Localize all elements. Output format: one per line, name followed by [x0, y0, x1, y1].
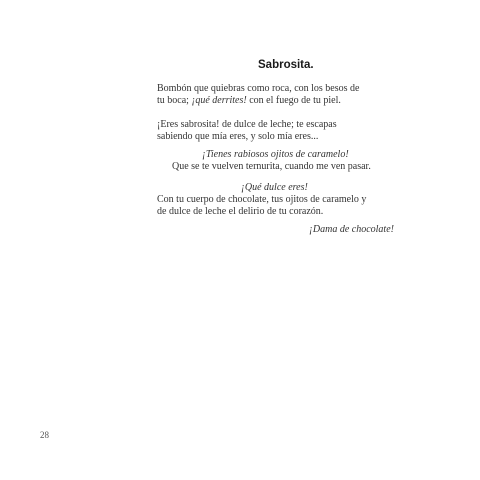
page-number: 28: [40, 430, 49, 440]
poem-closing: ¡Dama de chocolate!: [309, 224, 394, 235]
poem-line: Que se te vuelven ternurita, cuando me ven pasar.: [172, 161, 371, 172]
poem-line: sabiendo que mía eres, y solo mía eres...: [157, 131, 319, 142]
poem-title: Sabrosita.: [258, 59, 314, 71]
poem-line: [157, 95, 341, 107]
poem-line: Con tu cuerpo de chocolate, tus ojitos de caramelo y: [157, 194, 367, 205]
poem-line-italic: ¡qué derrites!: [191, 95, 247, 106]
poem-line: de dulce de leche el delirio de tu corazón.: [157, 206, 324, 217]
poem-line: Bombón que quiebras como roca, con los besos de: [157, 83, 360, 94]
poem-line: ¡Eres sabrosita! de dulce de leche; te escapas: [157, 119, 337, 130]
poem-line-italic: ¡Qué dulce eres!: [241, 182, 308, 193]
poem-line-text: con el fuego de tu piel.: [246, 95, 341, 106]
poem-line-text: tu boca;: [157, 95, 192, 106]
poem-line-italic: ¡Tienes rabiosos ojitos de caramelo!: [202, 149, 349, 160]
